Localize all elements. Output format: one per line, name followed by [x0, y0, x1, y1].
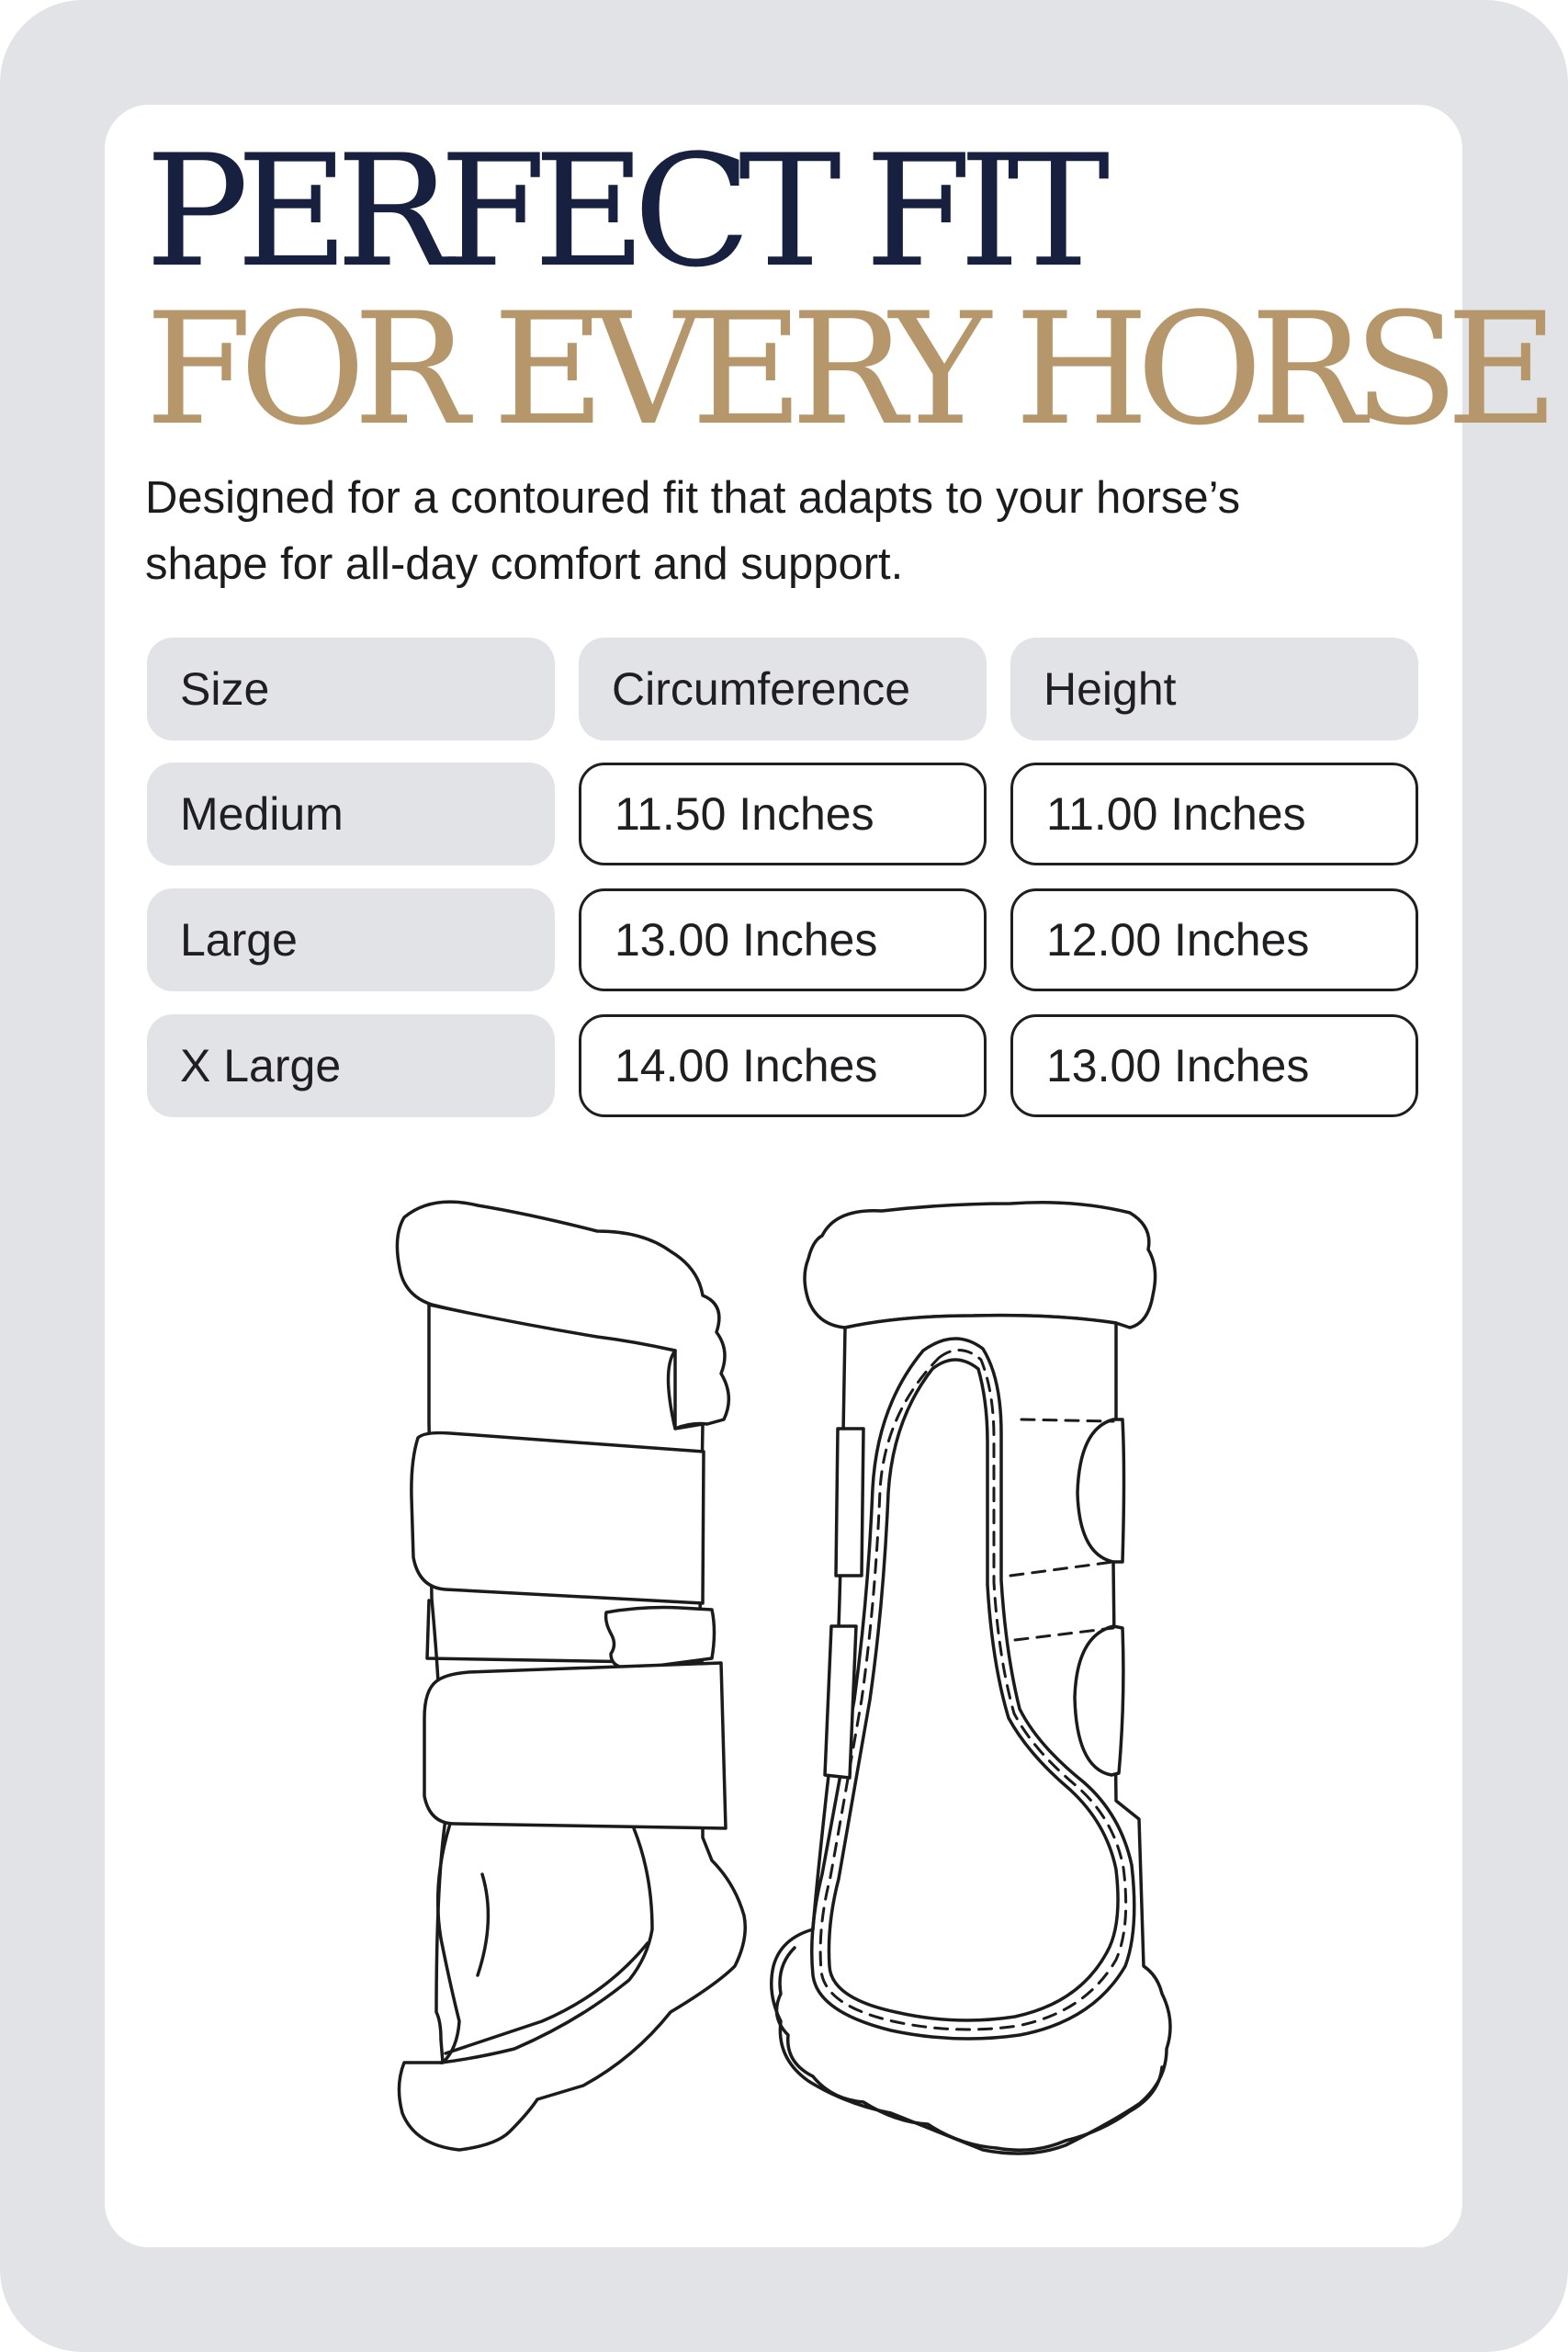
horse-boots-illustration [367, 1185, 1194, 2187]
circumference-medium: 11.50 Inches [579, 763, 987, 865]
headline-line-2: FOR EVERY HORSE [145, 279, 1546, 459]
size-label-medium: Medium [147, 763, 555, 865]
size-label-x-large: X Large [147, 1014, 555, 1117]
header-height: Height [1010, 638, 1418, 741]
headline-line-1: PERFECT FIT [145, 121, 1098, 301]
height-medium: 11.00 Inches [1010, 763, 1418, 865]
height-x-large: 13.00 Inches [1010, 1014, 1418, 1117]
size-label-large: Large [147, 888, 555, 991]
horse-boot-front-icon [772, 1203, 1170, 2154]
header-circumference: Circumference [579, 638, 987, 741]
description-text: Designed for a contoured fit that adapts to your horse’s shape for all-day comfort and support. [145, 473, 1241, 589]
circumference-x-large: 14.00 Inches [579, 1014, 987, 1117]
horse-boot-side-icon [397, 1202, 745, 2150]
circumference-large: 13.00 Inches [579, 888, 987, 991]
height-large: 12.00 Inches [1010, 888, 1418, 991]
header-size: Size [147, 638, 555, 741]
